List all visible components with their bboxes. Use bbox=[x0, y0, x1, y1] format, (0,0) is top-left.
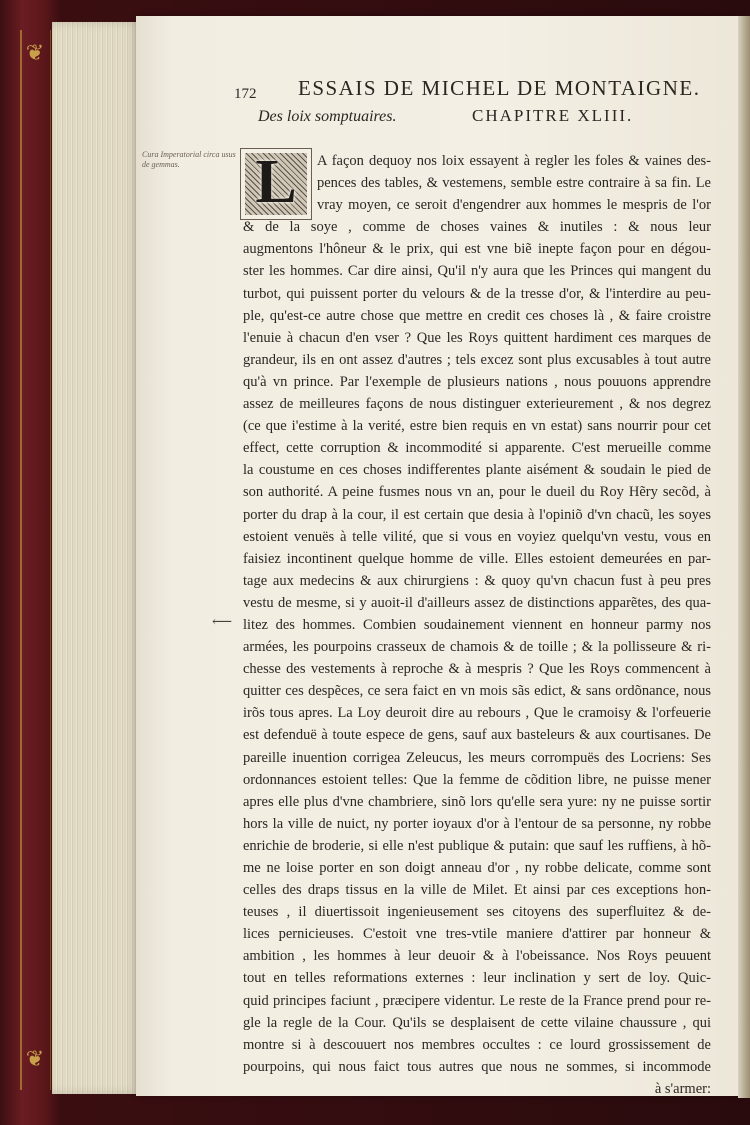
margin-annotation: Cura Imperatorial circa usus de gemmas. bbox=[142, 150, 236, 169]
text-line: l'enuie à chacun d'en vser ? Que les Roys quittent hardiment ces marques de bbox=[243, 329, 711, 346]
chapter-label: CHAPITRE XLIII. bbox=[472, 106, 634, 125]
text-line: ambition , les hommes à leur deuoir & à l'obeissance. Nos Roys peuuent bbox=[243, 948, 711, 965]
text-line: armées, les pourpoins crasseux de chamois & de toille ; & la pollisseure & ri- bbox=[243, 639, 711, 656]
text-line: augmentons l'hôneur & le prix, qui est vne biẽ inepte façon pour en dégou- bbox=[243, 241, 711, 258]
text-line: turbot, qui puissent porter du velours & de la tresse d'or, & l'interdire au peu- bbox=[243, 285, 711, 302]
text-line: pourpoins, qui nous faict tous autres que nous ne sommes, si incommode bbox=[243, 1058, 711, 1075]
text-line: vray moyen, ce seroit d'engendrer aux hommes le mespris de l'or bbox=[317, 197, 711, 214]
margin-pointer-mark: ⟵ bbox=[212, 614, 233, 630]
text-line: tage aux medecins & aux chirurgiens : & quoy qu'vn chacun fust à peu pres bbox=[243, 572, 711, 589]
text-line: (ce que i'estime à la verité, estre bien requis en vn estat) sans nourrir pour cet bbox=[243, 418, 711, 435]
text-line: ordonnances estoient telles: Que la femme de cõdition libre, ne puisse mener bbox=[243, 771, 711, 788]
fleuron-ornament-bottom: ❦ bbox=[25, 1047, 45, 1072]
text-line: grandeur, ils en ont assez d'autres ; tels excez sont plus excusables à tout autre bbox=[243, 351, 711, 368]
text-line: quitter ces despẽces, ce sera faict en vn mois sãs edict, & sans ordõnance, nous bbox=[243, 683, 711, 700]
text-line: est defenduë à toute espece de gens, sauf aux basteleurs & aux courtisanes. De bbox=[243, 727, 711, 744]
text-line: montre si à descouuert nos membres occultes : ce lourd grossissement de bbox=[243, 1036, 711, 1053]
text-line: lices pernicieuses. C'estoit vne tres-vtile maniere d'attirer par honneur & bbox=[243, 926, 711, 943]
text-line: porter du drap à la cour, il est certain que desia à l'opiniõ d'vn chacũ, les soyes bbox=[243, 506, 711, 523]
text-line: litez des hommes. Combien soudainement viennent en honneur parmy nos bbox=[243, 616, 711, 633]
page-number: 172 bbox=[234, 86, 257, 102]
running-title: ESSAIS DE MICHEL DE MONTAIGNE. bbox=[298, 76, 701, 100]
text-line: son authorité. A peine fusmes nous vn an, pour le dueil du Roy Hẽry secõd, à bbox=[243, 484, 711, 501]
text-line: effect, cette corruption & incommodité si apparente. C'est merueille comme bbox=[243, 440, 711, 457]
text-line: assez de meilleures façons de nous distinguer exterieurement , & nos degrez bbox=[243, 396, 711, 413]
text-line: vestu de mesme, si y auoit-il d'ailleurs assez de distinctions apparẽtes, des qua- bbox=[243, 594, 711, 611]
text-line: ple, qu'est-ce autre chose que mettre en credit ces choses là , & faire croistre bbox=[243, 307, 711, 324]
section-title: Des loix somptuaires. bbox=[258, 108, 397, 125]
text-line: irõs tous apres. La Loy deuroit dire au rebours , Que le cramoisy & l'orfeuerie bbox=[243, 705, 711, 722]
text-line: faisiez incontinent quelque homme de ville. Elles estoient demeurées en par- bbox=[243, 550, 711, 567]
text-line: & de la soye , comme de choses vaines & inutiles : & nous leur bbox=[243, 219, 711, 236]
page-edges bbox=[52, 22, 140, 1094]
text-line: qu'à vn prince. Par l'exemple de plusieurs nations , nous pouuons apprendre bbox=[243, 373, 711, 390]
text-line: teuses , il diuertissoit ingenieusement ses citoyens des superfluitez & de- bbox=[243, 904, 711, 921]
gilt-border bbox=[20, 30, 51, 1090]
body-text bbox=[243, 150, 711, 1100]
text-line: pences des tables, & vestemens, semble estre contraire à sa fin. Le bbox=[317, 175, 711, 192]
drop-cap-letter: L bbox=[255, 148, 297, 216]
text-line: chesse des vestements à reproche & à mespris ? Que les Roys commencent à bbox=[243, 661, 711, 678]
text-line: tout en telles reformations externes : leur inclination y sert de loy. Quic- bbox=[243, 970, 711, 987]
text-line: enrichie de broderie, si elle n'est publique & putain: que sauf les ruffiens, à hõ- bbox=[243, 837, 711, 854]
text-line: pareille inuention corrigea Zeleucus, les meurs corrompuës des Locriens: Ses bbox=[243, 749, 711, 766]
text-line: me ne loise porter en son doigt anneau d'or , ny robbe delicate, comme sont bbox=[243, 860, 711, 876]
text-line: hors la ville de nuict, ny porter ioyaux d'or à l'entour de sa personne, ny robbe bbox=[243, 815, 711, 832]
text-line: apres elle plus d'vne chambriere, sinõ lors qu'elle sera yure: ny ne puisse sortir bbox=[243, 793, 711, 810]
text-line: à s'armer: bbox=[654, 1080, 711, 1097]
text-line: la coustume en ces choses indifferentes plante aisément & soudain le pied de bbox=[243, 462, 711, 479]
text-line: estoient venuës à telle vilité, que si vous en voyiez quelqu'vn vestu, vous en bbox=[243, 528, 711, 545]
text-line: quid principes faciunt , præcipere videntur. Le reste de la France prend pour re- bbox=[243, 992, 711, 1009]
text-line: A façon dequoy nos loix essayent à regler les foles & vaines des- bbox=[317, 153, 711, 169]
fleuron-ornament-top: ❦ bbox=[25, 41, 45, 66]
text-line: ster les hommes. Car dire ainsi, Qu'il n'y aura que les Princes qui mangent du bbox=[243, 263, 711, 280]
page-right-edge bbox=[738, 16, 750, 1098]
text-line: gle la regle de la Cour. Qu'ils se desplaisent de cette vilaine chaussure , qui bbox=[243, 1014, 711, 1031]
text-line: celles des draps tissus en la ville de Milet. Et ainsi par ces exceptions hon- bbox=[243, 882, 711, 899]
